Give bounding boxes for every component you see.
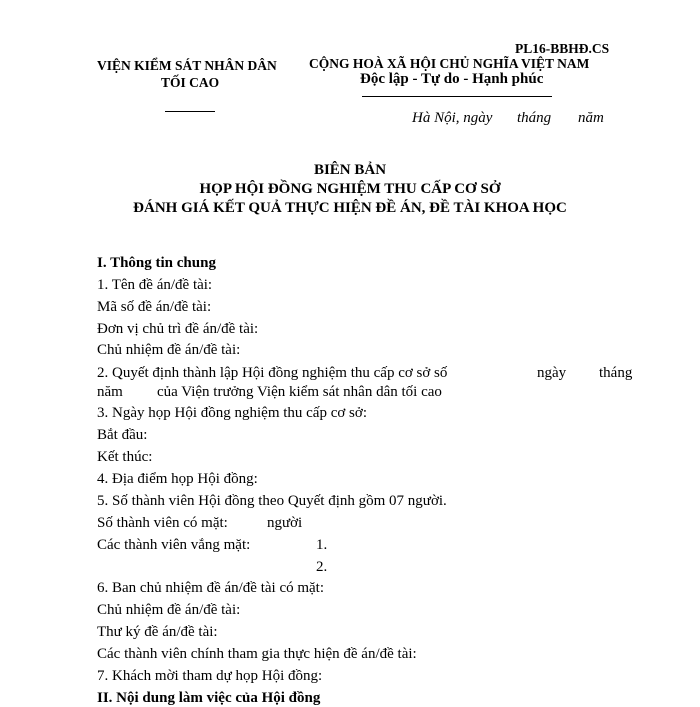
nation-name: CỘNG HOÀ XÃ HỘI CHỦ NGHĨA VIỆT NAM [309,56,590,71]
agency-name-line2: TỐI CAO [161,75,220,90]
field-decision-month: tháng [599,365,633,381]
absent-item-2: 2. [316,559,328,575]
field-project-leader: Chủ nhiệm đề án/đề tài: [97,342,241,358]
field-leadership-present: 6. Ban chủ nhiệm đề án/đề tài có mặt: [97,580,325,596]
field-member-count: 5. Số thành viên Hội đồng theo Quyết định gồm 07 người. [97,493,447,509]
field-meeting-date: 3. Ngày họp Hội đồng nghiệm thu cấp cơ sở: [97,405,367,421]
field-host-unit: Đơn vị chủ trì đề án/đề tài: [97,321,259,337]
form-code: PL16-BBHĐ.CS [515,41,610,56]
field-decision: 2. Quyết định thành lập Hội đồng nghiệm thu cấp cơ sở số [97,365,448,381]
field-decision-day: ngày [537,365,567,381]
agency-name-line1: VIỆN KIỂM SÁT NHÂN DÂN [97,58,277,73]
date-month-word: tháng [517,110,552,126]
field-project-name: 1. Tên đề án/đề tài: [97,277,213,293]
field-main-members: Các thành viên chính tham gia thực hiện đề án/đề tài: [97,646,417,662]
field-meeting-location: 4. Địa điểm họp Hội đồng: [97,471,258,487]
field-project-code: Mã số đề án/đề tài: [97,299,212,315]
field-present-count: Số thành viên có mặt: [97,515,228,531]
field-absent-members: Các thành viên vắng mặt: [97,537,251,553]
field-end-time: Kết thúc: [97,449,153,465]
motto-underline [362,96,552,97]
field-secretary: Thư ký đề án/đề tài: [97,624,218,640]
document-title: BIÊN BẢN [313,162,387,178]
document-title-line2: HỌP HỘI ĐỒNG NGHIỆM THU CẤP CƠ SỞ [199,181,501,197]
document-title-line3: ĐÁNH GIÁ KẾT QUẢ THỰC HIỆN ĐỀ ÁN, ĐỀ TÀI KHOA HỌC [133,200,567,216]
field-decision-year: năm [97,384,123,400]
motto: Độc lập - Tự do - Hạnh phúc [360,71,544,87]
field-leader-present: Chủ nhiệm đề án/đề tài: [97,602,241,618]
field-present-unit: người [267,515,303,531]
date-year-word: năm [578,110,604,126]
field-guests: 7. Khách mời tham dự họp Hội đồng: [97,668,323,684]
field-decision-issuer: của Viện trưởng Viện kiểm sát nhân dân tối cao [157,384,442,400]
agency-underline [165,111,215,112]
section-2-heading: II. Nội dung làm việc của Hội đồng [97,690,321,706]
absent-item-1: 1. [316,537,328,553]
place-date-prefix: Hà Nội, ngày [412,110,493,126]
section-1-heading: I. Thông tin chung [97,255,216,271]
field-start-time: Bắt đầu: [97,427,148,443]
